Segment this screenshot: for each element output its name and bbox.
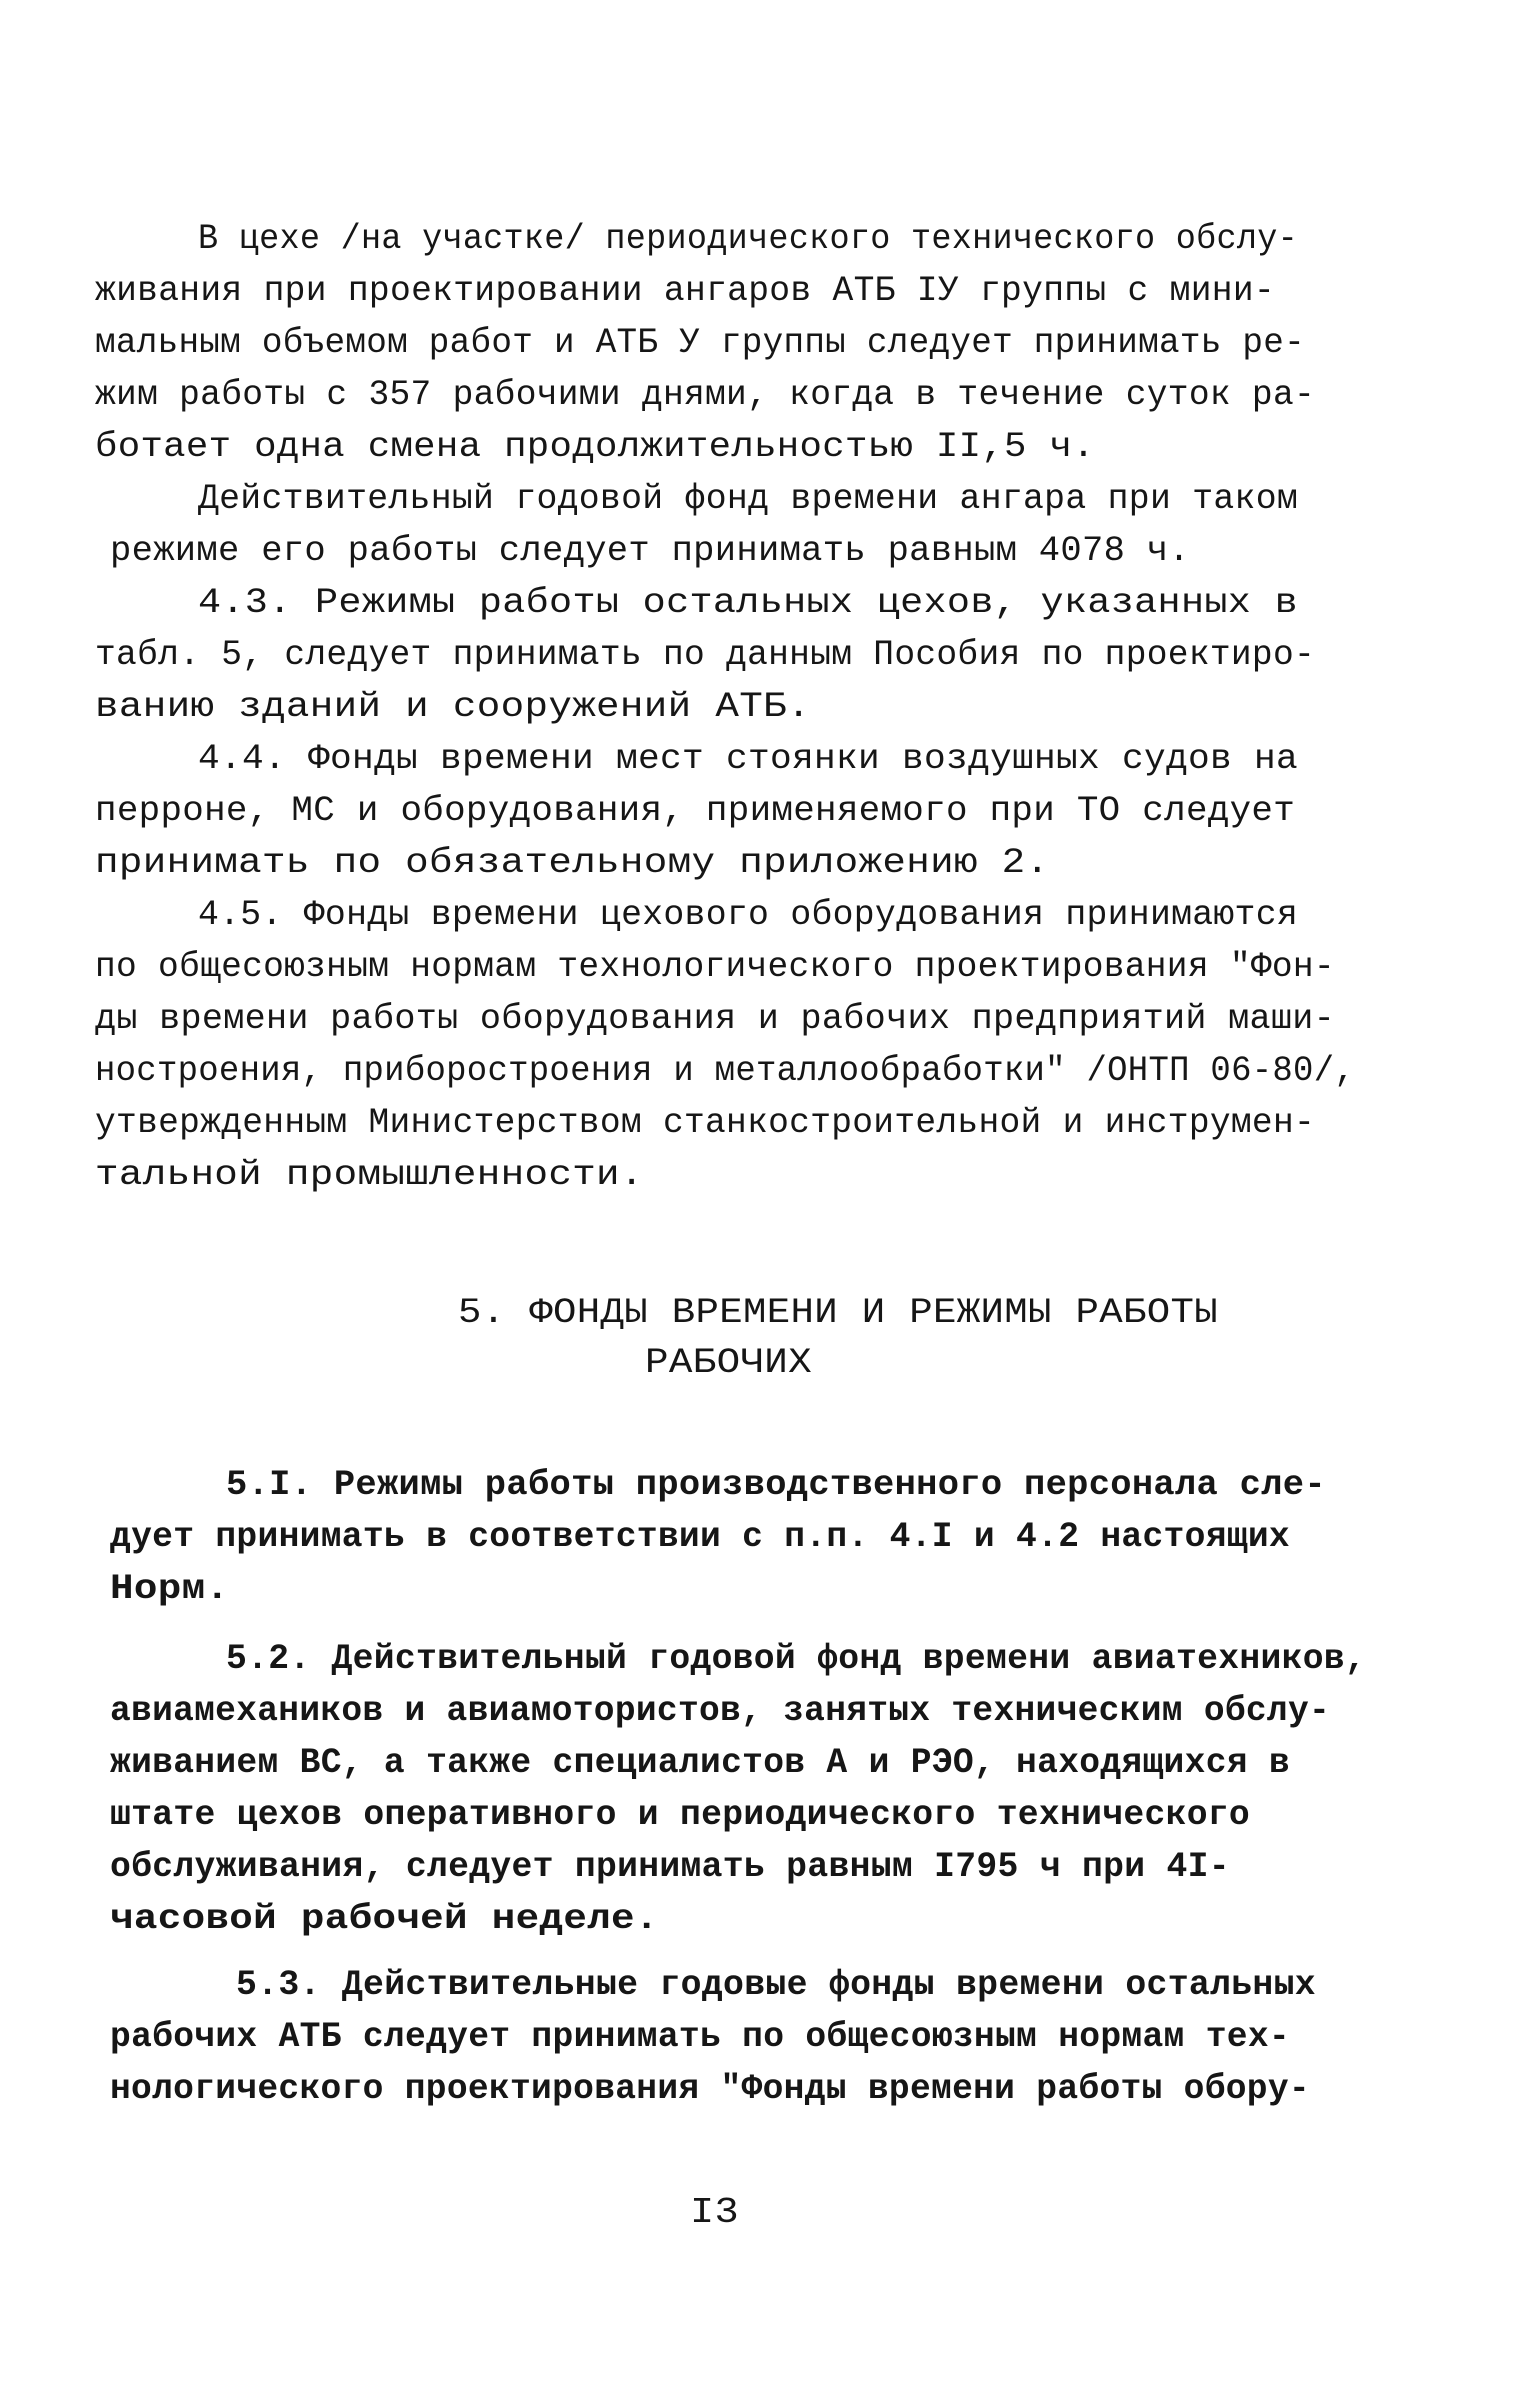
page-number: I3 (690, 2192, 740, 2233)
text-line: режиме его работы следует принимать равным 4078 ч. (110, 531, 1190, 571)
text-line: 5.I. Режимы работы производственного персонала сле- (226, 1465, 1326, 1505)
text-line: обслуживания, следует принимать равным I795 ч при 4I- (110, 1847, 1230, 1887)
section-heading: РАБОЧИХ (645, 1343, 813, 1383)
text-line: штате цехов оперативного и периодического технического (110, 1795, 1251, 1835)
text-line: ботает одна смена продолжительностью II,5 ч. (95, 427, 1095, 467)
text-line: нологического проектирования "Фонды времени работы обору- (110, 2069, 1310, 2109)
text-line: тальной промышленности. (95, 1155, 644, 1195)
text-line: 5.3. Действительные годовые фонды времени остальных (236, 1965, 1316, 2005)
text-line: 4.5. Фонды времени цехового оборудования принимаются (198, 895, 1299, 935)
text-line: авиамехаников и авиамотористов, занятых техническим обслу- (110, 1691, 1331, 1731)
text-line: рабочих АТБ следует принимать по общесоюзным нормам тех- (110, 2017, 1290, 2057)
text-line: утвержденным Министерством станкостроительной и инструмен- (95, 1103, 1316, 1143)
text-line: дует принимать в соответствии с п.п. 4.I и 4.2 настоящих (110, 1517, 1290, 1557)
text-line: живанием ВС, а также специалистов А и РЭО, находящихся в (110, 1743, 1290, 1783)
section-heading: 5. ФОНДЫ ВРЕМЕНИ И РЕЖИМЫ РАБОТЫ (458, 1293, 1218, 1333)
text-line: жим работы с 357 рабочими днями, когда в течение суток ра- (95, 375, 1316, 415)
text-line: Норм. (110, 1569, 230, 1609)
text-line: ванию зданий и сооружений АТБ. (95, 687, 811, 727)
text-line: часовой рабочей неделе. (110, 1899, 659, 1939)
text-line: перроне, МС и оборудования, применяемого при ТО следует (95, 791, 1296, 831)
text-line: принимать по обязательному приложению 2. (95, 843, 1050, 883)
text-line: В цехе /на участке/ периодического технического обслу- (198, 219, 1299, 259)
text-line: 4.4. Фонды времени мест стоянки воздушных судов на (198, 739, 1299, 779)
text-line: Действительный годовой фонд времени ангара при таком (198, 479, 1299, 519)
text-line: мальным объемом работ и АТБ У группы следует принимать ре- (95, 323, 1306, 363)
text-line: 4.3. Режимы работы остальных цехов, указанных в (198, 583, 1298, 623)
text-line: табл. 5, следует принимать по данным Пособия по проектиро- (95, 635, 1316, 675)
text-line: ностроения, приборостроения и металлообработки" /ОНТП 06-80/, (95, 1051, 1356, 1091)
text-line: 5.2. Действительный годовой фонд времени авиатехников, (226, 1639, 1367, 1679)
text-line: ды времени работы оборудования и рабочих предприятий маши- (95, 999, 1336, 1039)
text-line: живания при проектировании ангаров АТБ IУ группы с мини- (95, 271, 1275, 311)
text-line: по общесоюзным нормам технологического проектирования "Фон- (95, 947, 1335, 987)
